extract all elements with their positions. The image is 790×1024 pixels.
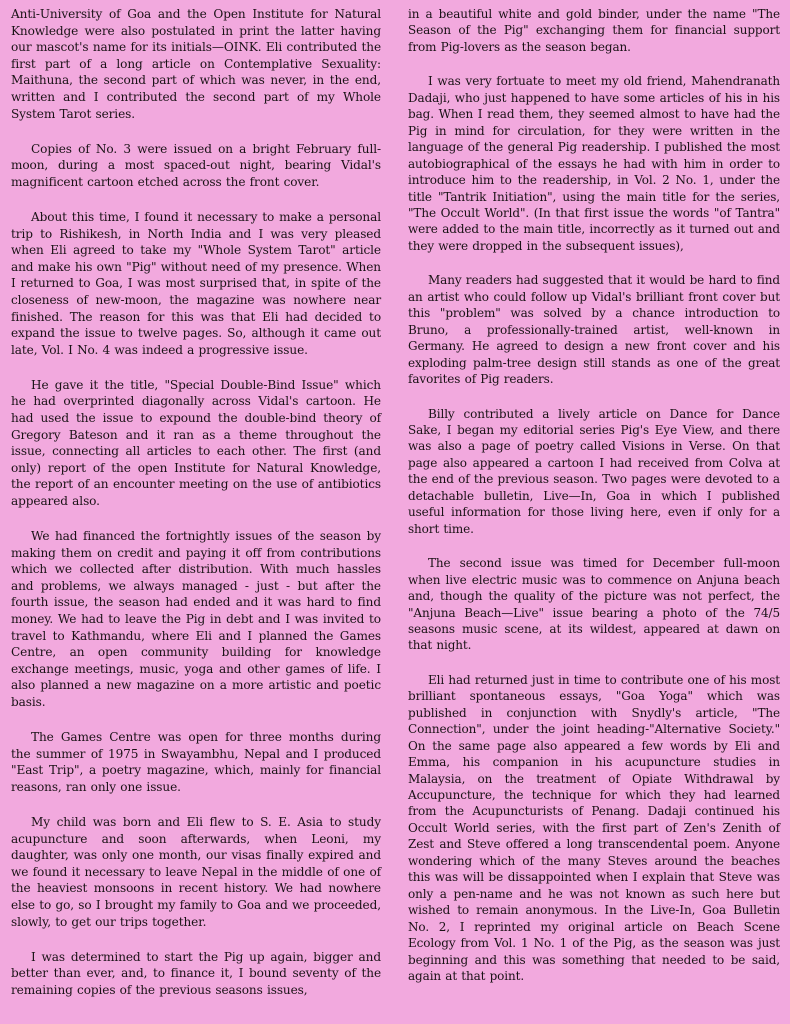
paragraph: We had financed the fortnightly issues of the season by making them on credit and paying it off from contributions which we collected after distribution. With much hassles and problems, we always managed - just - but after the fourth issue, the season had ended and it was hard to find money. We had to leave the Pig in debt and I was invited to travel to Kathmandu, where Eli and I planned the Games Centre, an open community building for knowledge exchange meetings, music, yoga and other games of life. I also planned a new magazine on a more artistic and poetic basis. — [11, 529, 381, 709]
paragraph: I was very fortuate to meet my old friend, Mahendranath Dadaji, who just happened to have some articles of his in his bag. When I read them, they seemed almost to have had the Pig in mind for circulation, for they were written in the language of the general Pig readership. I published the most autobiographical of the essays he had with him in order to introduce him to the readership, in Vol. 2 No. 1, under the title "Tantrik Initiation", using the main title for the series, "The Occult World". (In that first issue the words "of Tantra" were added to the main title, incorrectly as it turned out and they were dropped in the subsequent issues), — [408, 74, 780, 253]
paragraph: My child was born and Eli flew to S. E. Asia to study acupuncture and soon afterwards, when Leoni, my daughter, was only one month, our visas finally expired and we found it necessary to leave Nepal in the middle of one of the heaviest monsoons in recent history. We had nowhere else to go, so I brought my family to Goa and we proceeded, slowly, to get our trips together. — [11, 814, 381, 929]
paragraph: Anti-University of Goa and the Open Institute for Natural Knowledge were also postulated in print the latter having our mascot's name for its initials—OINK. Eli contributed the first part of a long article on Contemplative Sexuality: Maithuna, the second part of which was never, in the end, written and I contributed the second part of my Whole System Tarot series. — [11, 7, 381, 121]
paragraph: I was determined to start the Pig up again, bigger and better than ever, and, to finance it, I bound seventy of the remaining copies of the previous seasons issues, — [11, 949, 381, 997]
paragraph: The second issue was timed for December full-moon when live electric music was to commence on Anjuna beach and, though the quality of the picture was not perfect, the "Anjuna Beach—Live" issue bearing a photo of the 74/5 seasons music scene, at its wildest, appeared at dawn on that night. — [408, 556, 780, 653]
paragraph: Copies of No. 3 were issued on a bright February full-moon, during a most spaced-out night, bearing Vidal's magnificent cartoon etched across the front cover. — [11, 141, 381, 189]
paragraph: Many readers had suggested that it would be hard to find an artist who could follow up Vidal's brilliant front cover but this "problem" was solved by a chance introduction to Bruno, a professionally-trained artist, well-known in Germany. He agreed to design a new front cover and his exploding palm-tree design still stands as one of the great favorites of Pig readers. — [408, 273, 780, 387]
right-column — [408, 6, 780, 1002]
paragraph: The Games Centre was open for three months during the summer of 1975 in Swayambhu, Nepal and I produced "East Trip", a poetry magazine, which, mainly for financial reasons, ran only one issue. — [11, 730, 381, 794]
paragraph: Billy contributed a lively article on Dance for Dance Sake, I began my editorial series Pig's Eye View, and there was also a page of poetry called Visions in Verse. On that page also appeared a cartoon I had received from Colva at the end of the previous season. Two pages were devoted to a detachable bulletin, Live—In, Goa in which I published useful information for those living here, even if only for a short time. — [408, 406, 780, 536]
paragraph: in a beautiful white and gold binder, under the name "The Season of the Pig" exchanging them for financial support from Pig-lovers as the season began. — [408, 7, 780, 54]
paragraph: Eli had returned just in time to contribute one of his most brilliant spontaneous essays, "Goa Yoga" which was published in conjunction with Snydly's article, "The Connection", under the joint heading-"Alternative Society." On the same page also appeared a few words by Eli and Emma, his companion in his acupuncture studies in Malaysia, on the treatment of Opiate Withdrawal by Accupuncture, the technique for which they had learned from the Acupuncturists of Penang. Dadaji continued his Occult World series, with the first part of Zen's Zenith of Zest and Steve offered a long transcendental poem. Anyone wondering which of the many Steves around the beaches this was will be dissappointed when I explain that Steve was only a pen-name and he was not known as such here but wished to remain anonymous. In the Live-In, Goa Bulletin No. 2, I reprinted my original article on Beach Scene Ecology from Vol. 1 No. 1 of the Pig, as the season was just beginning and this was something that needed to be said, again at that point. — [408, 672, 780, 984]
left-column — [11, 6, 381, 1017]
paragraph: He gave it the title, "Special Double-Bind Issue" which he had overprinted diagonally across Vidal's cartoon. He had used the issue to expound the double-bind theory of Gregory Bateson and it ran as a theme throughout the issue, connecting all articles to each other. The first (and only) report of the open Institute for Natural Knowledge, the report of an encounter meeting on the use of antibiotics appeared also. — [11, 377, 381, 508]
paragraph: About this time, I found it necessary to make a personal trip to Rishikesh, in North India and I was very pleased when Eli agreed to take my "Whole System Tarot" article and make his own "Pig" without need of my presence. When I returned to Goa, I was most surprised that, in spite of the closeness of new-moon, the magazine was nowhere near finished. The reason for this was that Eli had decided to expand the issue to twelve pages. So, although it came out late, Vol. I No. 4 was indeed a progressive issue. — [11, 209, 381, 357]
